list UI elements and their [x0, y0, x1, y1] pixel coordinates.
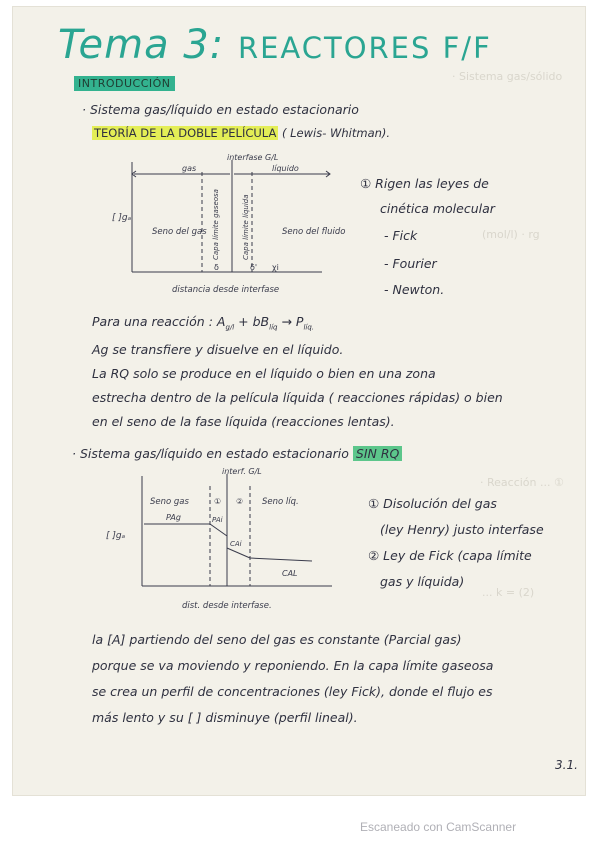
- double-film-diagram: [92, 152, 362, 302]
- paragraph1-line3: estrecha dentro de la película líquida ( reacciones rápidas) o bien: [92, 390, 503, 405]
- paragraph2-line2: porque se va moviendo y reponiendo. En la capa límite gaseosa: [92, 658, 494, 673]
- paragraph1-line1: Ag se transfiere y disuelve en el líquido.: [92, 342, 344, 357]
- bleed-through: · Reacción ... ①: [480, 476, 564, 489]
- notes-laws-3: - Fick: [384, 228, 418, 243]
- concentration-label: [ ]gₐ: [106, 531, 126, 541]
- scanner-watermark: Escaneado con CamScanner: [360, 820, 517, 834]
- seno-liq-label: Seno líq.: [262, 497, 299, 507]
- notes-sin-rq-2: (ley Henry) justo interfase: [380, 522, 544, 537]
- paragraph1-line4: en el seno de la fase líquida (reacciones lentas).: [92, 414, 395, 429]
- notebook-page: [12, 6, 586, 796]
- reaction-equation: Para una reacción : $A_{g/l} + bB_{líq} \to P_{líq.}$: [92, 314, 314, 332]
- seno-gas-label: Seno del gas: [152, 227, 207, 237]
- interface-label: interfase G/L: [227, 153, 279, 162]
- axis-label: distancia desde interfase: [172, 285, 280, 295]
- theory-heading: TEORÍA DE LA DOBLE PELÍCULA ( Lewis- Whitman).: [94, 126, 391, 140]
- xi-label: χi: [272, 263, 279, 272]
- paragraph2-line4: más lento y su [ ] disminuye (perfil lineal).: [92, 710, 358, 725]
- notes-laws-2: cinética molecular: [380, 201, 495, 216]
- cal-label: CAL: [282, 569, 298, 578]
- page-number: 3.1.: [555, 758, 578, 772]
- concentration-label: [ ]gₐ: [112, 213, 132, 223]
- notes-sin-rq-4: gas y líquida): [380, 574, 465, 589]
- axis-label: dist. desde interfase.: [182, 601, 272, 611]
- bullet-gas-liquid: · Sistema gas/líquido en estado estacionario: [82, 102, 359, 117]
- capa-liq-label: Capa límite líquida: [242, 194, 250, 260]
- seno-fluido-label: Seno del fluido: [282, 227, 346, 237]
- pag-label: PAg: [166, 513, 181, 522]
- delta-prime-label: δ': [250, 263, 258, 272]
- bleed-through: ... k = (2): [482, 586, 535, 599]
- paragraph1-line2: La RQ solo se produce en el líquido o bien en una zona: [92, 366, 436, 381]
- paragraph2-line1: la [A] partiendo del seno del gas es constante (Parcial gas): [92, 632, 462, 647]
- liquid-label: líquido: [272, 164, 299, 173]
- notes-laws-4: - Fourier: [384, 256, 437, 271]
- cai-label: CAi: [230, 540, 242, 548]
- bleed-through: (mol/l) · rg: [482, 228, 540, 241]
- paragraph2-line3: se crea un perfil de concentraciones (ley Fick), donde el flujo es: [92, 684, 493, 699]
- seno-gas-label: Seno gas: [150, 497, 189, 507]
- interface-label: interf. G/L: [222, 467, 262, 476]
- notes-sin-rq-1: ① Disolución del gas: [368, 496, 497, 511]
- section-label-introduccion: INTRODUCCIÓN: [74, 76, 175, 91]
- gas-label: gas: [182, 164, 197, 173]
- concentration-profile-diagram: [102, 466, 362, 616]
- notes-sin-rq-3: ② Ley de Fick (capa límite: [368, 548, 532, 563]
- bleed-through: · Sistema gas/sólido: [452, 70, 563, 83]
- zone-two-label: ②: [236, 497, 244, 506]
- delta-label: δ: [214, 263, 219, 272]
- page-title: Tema 3: REACTORES F/F: [58, 22, 492, 68]
- bullet-sin-rq: · Sistema gas/líquido en estado estacionario SIN RQ: [72, 446, 402, 461]
- pai-label: PAi: [212, 516, 223, 524]
- notes-laws-1: ① Rigen las leyes de: [360, 176, 489, 191]
- notes-laws-5: - Newton.: [384, 282, 445, 297]
- capa-gas-label: Capa límite gaseosa: [212, 189, 220, 260]
- zone-one-label: ①: [214, 497, 222, 506]
